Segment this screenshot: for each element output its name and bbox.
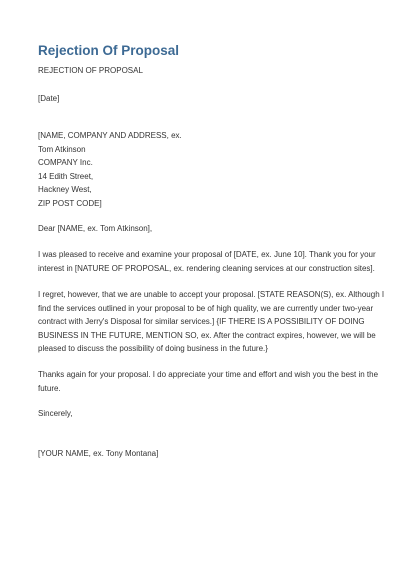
address-line: COMPANY Inc. xyxy=(38,158,93,167)
recipient-address-block xyxy=(38,129,368,210)
closing-line: Sincerely, xyxy=(38,409,73,418)
address-line: Hackney West, xyxy=(38,185,92,194)
salutation-line: Dear [NAME, ex. Tom Atkinson], xyxy=(38,224,153,233)
closing xyxy=(38,407,368,421)
paragraph-line: I was pleased to receive and examine your proposal of [DATE, ex. June 10]. Thank you for your xyxy=(38,250,376,259)
address-line: ZIP POST CODE] xyxy=(38,198,102,208)
date-placeholder xyxy=(38,92,368,106)
document-subtitle: REJECTION OF PROPOSAL xyxy=(38,66,143,75)
paragraph-line: BUSINESS IN THE FUTURE, MENTION SO, ex. After the contract expires, however, we will be xyxy=(38,330,376,340)
signature-line: [YOUR NAME, ex. Tony Montana] xyxy=(38,449,159,458)
salutation xyxy=(38,222,368,236)
paragraph-line: I regret, however, that we are unable to accept your proposal. [STATE REASON(S), ex. Although I xyxy=(38,290,385,299)
paragraph-line: Thanks again for your proposal. I do appreciate your time and effort and wish you the best in the xyxy=(38,370,379,379)
paragraph-rejection-reason xyxy=(38,288,385,356)
paragraph-line: interest in [NATURE OF PROPOSAL, ex. rendering cleaning services at our construction sites]. xyxy=(38,263,375,273)
paragraph-line: find the services outlined in your proposal to be of high quality, we are currently under two-year xyxy=(38,303,374,313)
date-line: [Date] xyxy=(38,94,60,103)
address-line: Tom Atkinson xyxy=(38,144,86,154)
paragraph-line: pleased to discuss the possibility of doing business in the future.} xyxy=(38,344,268,353)
signature xyxy=(38,447,368,461)
paragraph-acknowledgement xyxy=(38,248,376,275)
address-line: [NAME, COMPANY AND ADDRESS, ex. xyxy=(38,131,182,140)
document-title: Rejection Of Proposal xyxy=(38,43,180,58)
paragraph-thanks xyxy=(38,368,379,395)
address-line: 14 Edith Street, xyxy=(38,171,94,181)
paragraph-line: contract with Jerry's Disposal for similar services.] {IF THERE IS A POSSIBILITY OF DOING xyxy=(38,317,365,326)
paragraph-line: future. xyxy=(38,383,61,393)
